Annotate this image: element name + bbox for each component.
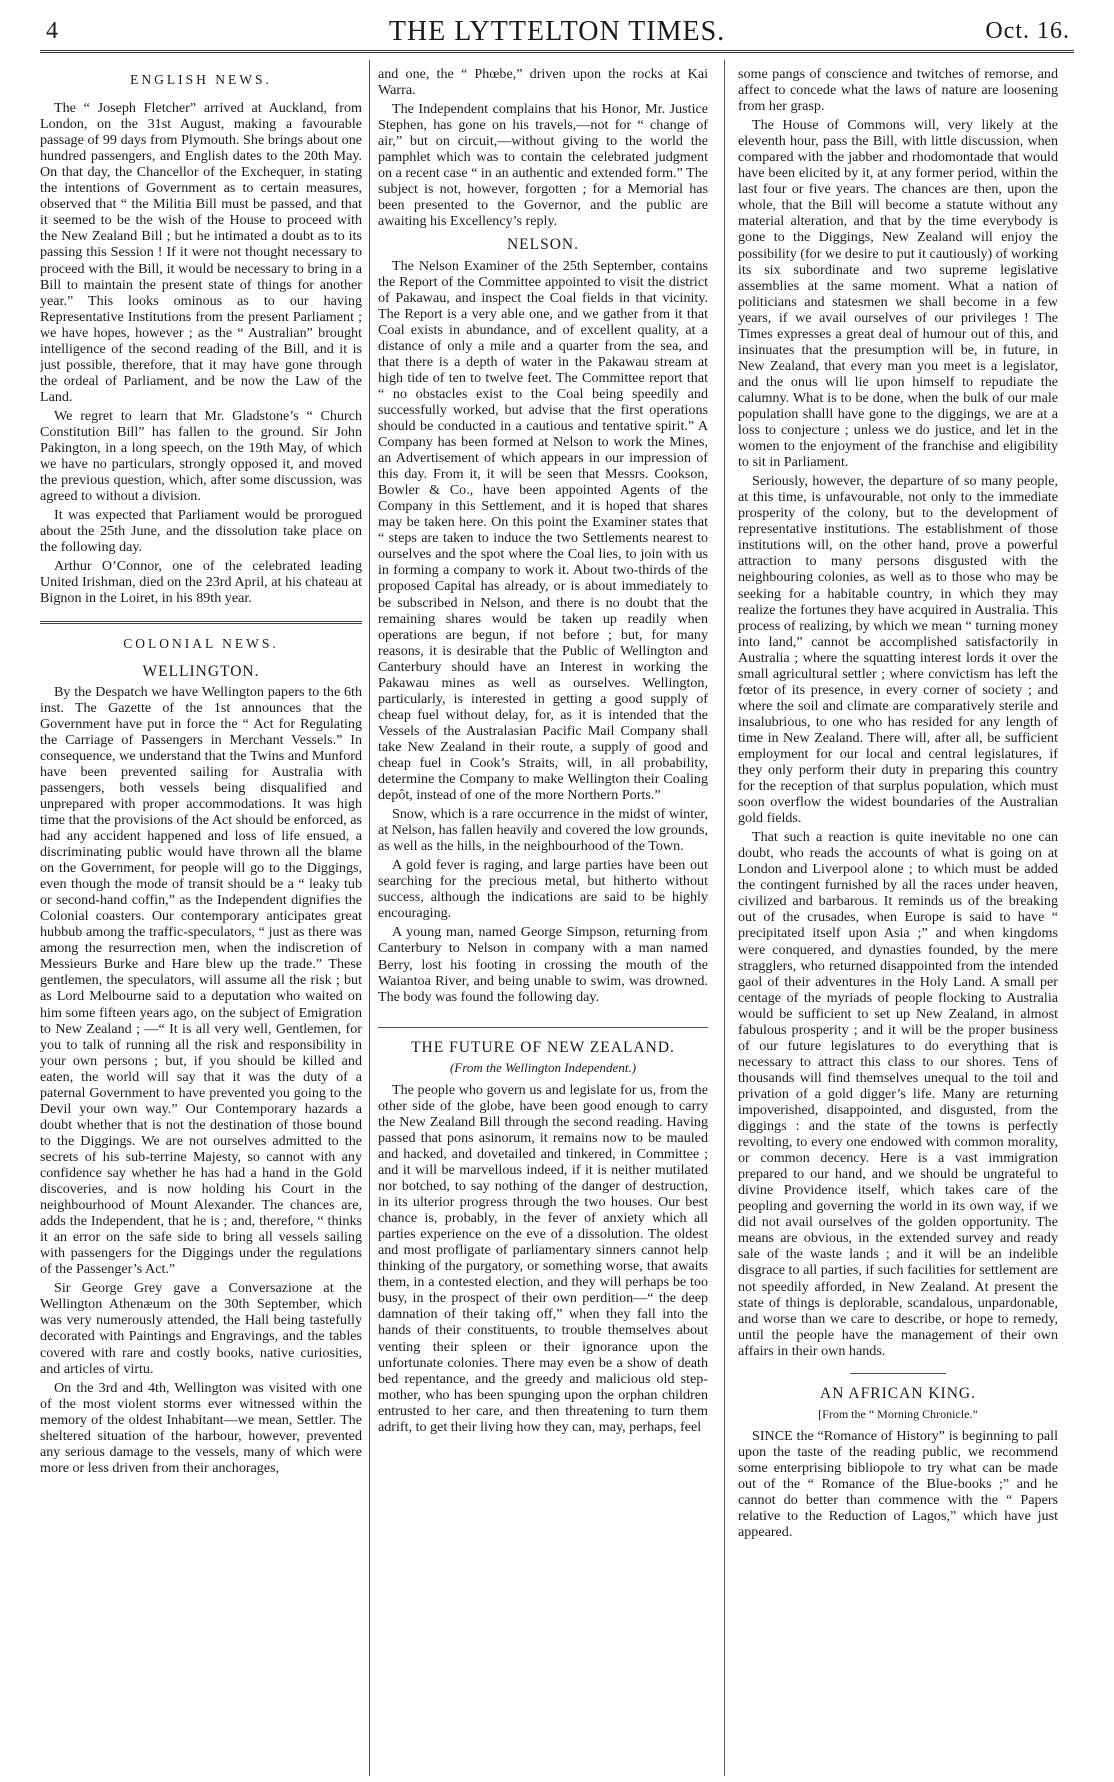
article-rule [378,1027,708,1028]
masthead-rule [40,50,1074,53]
issue-date: Oct. 16. [985,18,1070,44]
article-paragraph: By the Despatch we have Wellington papers to the 6th inst. The Gazette of the 1st announces that the Government have put in force the “ Act for Regulating the Carriage of Passengers in Merchant Vessels.” In consequence, we understand that the Twins and Munford have been prevented sailing for Australia with passengers, both vessels being disqualified and unprepared with proper accommodations. It was high time that the provisions of the Act should be enforced, as had any accident happened and loss of life ensued, a discriminating public would have thrown all the blame on the Government, for people will go to the Diggings, even though the mode of transit should be a “ leaky tub or second-hand coffin,” as the Independent dignifies the Colonial coasters. Our contemporary anticipates great hubbub among the traffic-speculators, “ just as there was among the resurrection men, when the indiscretion of Messieurs Burke and Hare blew up the trade.” These gentlemen, the speculators, will assume all the risk ; but as Lord Melbourne said to a deputation who waited on him some fifteen years ago, on the subject of Emigration to New Zealand ; —“ It is all very well, Gentlemen, for you to talk of running all the risk and responsibility in your own persons ; but, if you should be killed and eaten, the world will say that it was the duty of a paternal Government to have prevented you going to the Devil your own way.” Our Contemporary hazards a doubt whether that is not the destination of those bound to the Diggings. We are not ourselves admitted to the secrets of his sub-terrine Majesty, so cannot with any confidence say whether he has had a hand in the Gold discoveries, and is now holding his Court in the neighbourhood of Mount Alexander. The chances are, adds the Independent, that he is ; and, therefore, “ thinks it an error on the safe side to bring all vessels sailing with passengers for the Diggings under the regulations of the Passenger’s Act.” [40,683,362,1278]
article-paragraph: On the 3rd and 4th, Wellington was visited with one of the most violent storms ever witnessed within the memory of the oldest Inhabitant—we mean, Settler. The sheltered situation of the harbour, however, prevented any serious damage to the vessels, many of which were more or less driven from their anchorages, [40,1379,362,1476]
article-paragraph: The people who govern us and legislate for us, from the other side of the globe, have been good enough to carry the New Zealand Bill through the second reading. Having passed that pons asinorum, it remains now to be mauled and hacked, and dovetailed and tinkered, in Committee ; and it will be marvellous indeed, if it is neither mutilated nor botched, to say nothing of the danger of destruction, in its ulterior progress through the two houses. Our best chance is, probably, in the fever of anxiety which all parties experience on the eve of a dissolution. The oldest and most profligate of parliamentary sinners cannot help thinking of the purgatory, or something worse, that awaits them, in a contested election, and they will perhaps be too busy, in the prospect of their own perdition—“ the deep damnation of their taking off,” when they fall into the hands of their constituents, to trouble themselves about venting their spleen or their ignorance upon the unfortunate colonies. There may even be a show of death bed repentance, and the greedy and malicious old step-mother, who has been spunging upon the orphan children entrusted to her care, and then threatening to turn them adrift, to get their living how they can, may, perhaps, feel [378,1081,708,1435]
article-paragraph: The “ Joseph Fletcher” arrived at Auckland, from London, on the 31st August, making a favourable passage of 99 days from Plymouth. She brings about one hundred passengers, and English dates to the 20th May. On that day, the Chancellor of the Exchequer, in stating the intentions of Government as to certain measures, observed that “ the Militia Bill must be passed, and that it seemed to be the wish of the House to proceed with the New Zealand Bill ; but he intimated a doubt as to its passing this Session ! If it were not thought necessary to proceed with the Bill, it would be necessary to bring in a Bill to maintain the present state of things for another year.” This looks ominous as to our having Representative Institutions from the present Parliament ; we have hopes, however ; as the “ Australian” brought intelligence of the second reading of the Bill, and it is just possible, therefore, that it may have gone through the ordeal of Parliament, and be now the Law of the Land. [40,100,362,405]
article-rule [850,1373,946,1374]
masthead [40,14,1074,50]
article-heading-future-of-new-zealand: THE FUTURE OF NEW ZEALAND. [411,1038,675,1056]
article-heading-wellington: WELLINGTON. [142,662,260,680]
article-paragraph: That such a reaction is quite inevitable no one can doubt, who reads the accounts of what is going on at London and Liverpool alone ; to which must be added the contingent furnished by all the races under heaven, civilized and barbarous. It reminds us of the breaking out of the crusades, when Europe is said to have “ precipitated itself upon Asia ;” and when kingdoms were conquered, and dynasties founded, by the mere stragglers, who returned disappointed from the intended gaol of their adventures in the Holy Land. A small per centage of the myriads of people flocking to Australia would be sufficient to set up New Zealand, in almost fabulous prosperity ; and it will be the proper business of our future legislatures to do everything that is necessary to attract this class to our shores. Tens of thousands will find themselves unequal to the toil and privation of a gold digger’s life. Many are returning impoverished, disappointed, and disgusted, from the diggings : and the state of the towns is perfectly revolting, to every one endowed with common morality, or common decency. Here is a vast immigration prepared to our hand, and we should be ungrateful to divine Providence itself, which takes care of the peopling and governing the world in its own way, if we did not avail ourselves of the golden opportunity. The means are obvious, in the extended survey and ready sale of the waste lands ; and it will be an indelible disgrace to all parties, if such facilities for settlement are not speedily afforded, in New Zealand. At present the state of things is deplorable, scandalous, unpardonable, and worse than we care to describe, or hope to remedy, until the people have the management of their own affairs in their own hands. [738,829,1058,1359]
column-1 [40,66,362,1772]
article-paragraph: Sir George Grey gave a Conversazione at the Wellington Athenæum on the 30th September, which was very numerously attended, the Hall being tastefully decorated with Paintings and Engravings, and the tables covered with rare and costly books, native curiosities, and articles of virtu. [40,1280,362,1377]
article-heading-african-king: AN AFRICAN KING. [820,1384,976,1402]
column-divider [369,60,370,1776]
article-source: (From the Wellington Independent.) [449,1059,637,1075]
article-paragraph: It was expected that Parliament would be prorogued about the 25th June, and the dissolution take place on the following day. [40,507,362,556]
article-paragraph: A gold fever is raging, and large parties have been out searching for the precious metal, but hitherto without success, although the indications are said to be highly encouraging. [378,857,708,922]
article-paragraph: Snow, which is a rare occurrence in the midst of winter, at Nelson, has fallen heavily and covered the low grounds, as well as the hills, in the neighbourhood of the Town. [378,806,708,855]
column-2 [378,66,708,1772]
column-divider [724,60,725,1776]
page-number: 4 [46,18,58,44]
section-rule [40,621,362,624]
article-paragraph: The Independent complains that his Honor, Mr. Justice Stephen, has gone on his travels,—not for “ change of air,” but on circuit,—without giving to the world the pamphlet which was to contain the celebrated judgment on a recent case “ in an authentic and extended form.” The subject is not, however, forgotten ; for a Memorial has been presented to the Governor, and the public are awaiting his Excellency’s reply. [378,101,708,230]
article-paragraph: and one, the “ Phœbe,” driven upon the rocks at Kai Warra. [378,66,708,99]
article-paragraph: The Nelson Examiner of the 25th September, contains the Report of the Committee appointed to visit the district of Pakawau, and inspect the Coal fields in that vicinity. The Report is a very able one, and we gather from it that Coal exists in abundance, and of excellent quality, at a distance of only a mile and a quarter from the sea, and that there is a depth of water in the Pakawau stream at high tide of ten to twelve feet. The Committee report that “ no obstacles exist to the Coal being speedily and successfully worked, but advise that the first operations should be conducted in a cautious and tentative spirit.” A Company has been formed at Nelson to work the Mines, an Advertisement of which appears in our impression of this day. From it, it will be seen that Messrs. Cookson, Bowler & Co., have been appointed Agents of the Company in this Settlement, and it is hoped that shares may be taken here. On this point the Examiner states that “ steps are taken to induce the two Settlements nearest to ourselves and the spot where the Coal lies, to join with us in forming a company to work it. About two-thirds of the proposed Capital has already, or is about immediately to be subscribed in Nelson, and there is no doubt that the remaining shares would be taken up readily when operations are begun, if not before ; but, for many reasons, it is desirable that the Public of Wellington and Canterbury should have an Interest in working the Pakawau mines as well as ourselves. Wellington, particularly, is interested in getting a good supply of cheap fuel without delay, for, as it is intended that the Vessels of the Australasian Pacific Mail Company shall take New Zealand in their route, a supply of good and cheap fuel in Cook’s Straits, will, in all probability, determine the Company to make Wellington their Coaling depôt, instead of one of the more Northern Ports.” [378,257,708,804]
column-3 [738,66,1058,1772]
article-paragraph: A young man, named George Simpson, returning from Canterbury to Nelson in company with a man named Berry, lost his footing in crossing the mouth of the Waiantoa River, and being unable to swim, was drowned. The body was found the following day. [378,924,708,1005]
article-paragraph: We regret to learn that Mr. Gladstone’s “ Church Constitution Bill” has fallen to the ground. Sir John Pakington, in a long speech, on the 19th May, of which we have no particulars, strongly opposed it, and moved the previous question, which, after some discussion, was agreed to without a division. [40,407,362,505]
article-paragraph: some pangs of conscience and twitches of remorse, and affect to concede what the laws of nature are loosening from her grasp. [738,66,1058,115]
newspaper-title: THE LYTTELTON TIMES. [388,16,726,47]
section-heading-english-news: ENGLISH NEWS. [130,72,272,87]
article-heading-nelson: NELSON. [506,236,579,254]
article-paragraph: Arthur O’Connor, one of the celebrated leading United Irishman, died on the 23rd April, at his chateau at Bignon in the Loiret, in his 89th year. [40,558,362,607]
article-source: [From the “ Morning Chronicle.” [818,1406,978,1421]
article-paragraph: The House of Commons will, very likely at the eleventh hour, pass the Bill, with little discussion, when compared with the jabber and rhodomontade that would have been elicited by it, at any former period, within the last four or five years. The chances are then, upon the whole, that the Bill will become a statute without any material alteration, and that by the time everybody is gone to the Diggings, New Zealand will enjoy the possibility (for we desire to put it cautiously) of working its six subordinate and two supreme legislative assemblies at the same moment. What a nation of politicians and statesmen we shall become in a few years, if we avail ourselves of our privileges ! The Times expresses a great deal of humour out of this, and insinuates that the presumption will be, in future, in New Zealand, that every man you meet is a legislator, and the onus will lie upon himself to repudiate the calumny. What is to be done, when the bulk of our male population shalll have gone to the diggings, we are at a loss to conjecture ; unless we do justice, and let in the women to the enjoyment of the franchise and eligibility to sit in Parliament. [738,117,1058,471]
article-paragraph: SINCE the “Romance of History” is beginning to pall upon the taste of the reading public, we recommend some enterprising bibliopole to try what can be made out of the “ Romance of the Blue-books ;” and he cannot do better than commence with the “ Papers relative to the Reduction of Lagos,” which have just appeared. [738,1427,1058,1541]
article-paragraph: Seriously, however, the departure of so many people, at this time, is unfavourable, not only to the immediate prosperity of the colony, but to the development of representative institutions. The establishment of those institutions will, on the other hand, prove a powerful attraction to many persons disgusted with the neighbouring colonies, as well as to those who may be seeking for a habitable country, in which they may realize the fortunes they have acquired in Australia. This process of realizing, by which we mean “ turning money into land,” cannot be accomplished satisfactorily in Australia ; where the squatting interest lords it over the small agricultural settler ; where convictism has left the fœtor of its presence, in every corner of society ; and where the soil and climate are comparatively sterile and insalubrious, to one who has resided for any length of time in New Zealand. There will, after all, be sufficient employment for our local and central legislatures, if they only perform their duty in preparing this country for the reception of that surplus population, which must soon overflow the widest boundaries of the Australian gold fields. [738,473,1058,827]
section-heading-colonial-news: COLONIAL NEWS. [123,635,279,651]
